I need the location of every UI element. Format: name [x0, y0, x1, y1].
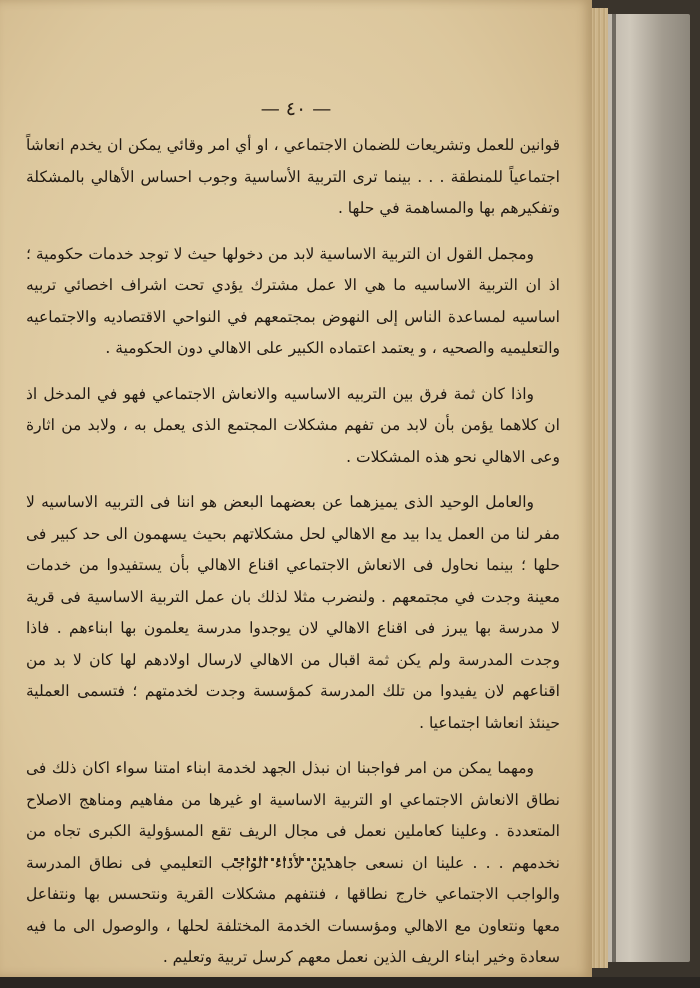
paragraph-4: والعامل الوحيد الذى يميزهما عن بعضهما البعض هو اننا فى التربيه الاساسيه لا مفر لنا من العمل يدا بيد مع الاهالي لحل مشكلاتهم بحيث يسهمون الى حد كبير فى حلها ؛ بينما نحاول فى الانعاش الاجتماعي اقناع الاهالي بأن يستفيدوا من خدمات معينة وجدت في مجتمعهم . ولنضرب مثلا لذلك بان عمل التربية الاساسية فى قرية لا مدرسة بها يبرز فى اقناع الاهالي لان يوجدوا مدرسة يعلمون بها ابناءهم . فاذا وجدت المدرسة ولم يكن ثمة اقبال من الاهالي لارسال اولادهم لها كان لا بد من اقناعهم لان يفيدوا من تلك المدرسة كمؤسسة وجدت لخدمتهم ؛ فتسمى العملية حينئذ انعاشا اجتماعيا . — [26, 493, 560, 732]
page-number: — ٤٠ — — [260, 98, 332, 120]
paragraph-2: ومجمل القول ان التربية الاساسية لابد من دخولها حيث لا توجد خدمات حكومية ؛ اذ ان التربية الاساسيه ما هي الا عمل مشترك يؤدي تحت اشراف اخصائي تربيه اساسيه لمساعدة الناس إلى النهوض بمجتمعهم في النواحي الاقتصاديه والاجتماعيه والتعليميه والصحيه ، و يعتمد اعتماده الكبير على الاهالي دون الحكومية . — [26, 244, 560, 357]
paragraph-5: ومهما يمكن من امر فواجبنا ان نبذل الجهد لخدمة ابناء امتنا سواء اكان ذلك فى نطاق الانعاش الاجتماعي او التربية الاساسية او غيرها من مفاهيم ومناهج الاصلاح المتعددة . وعلينا كعاملين نعمل فى مجال الريف تقع المسؤولية الكبرى تجاه من نخدمهم . . . علينا ان نسعى جاهدين لأداء الواجب التعليمي فى نطاق المدرسة والواجب الاجتماعي خارج نطاقها ، فنتفهم مشكلات القرية ونتحسس بها ونتفاعل معها ونتعاون مع الاهالي ومؤسسات الخدمة المختلفة لحلها ، والوصول الى ما فيه سعادة وخير ابناء الريف الذين نعمل معهم كرسل تربية وتعليم . — [26, 759, 560, 966]
cover-binding-stripe — [612, 14, 616, 962]
end-ornament-divider — [234, 858, 330, 861]
paragraph-1: قوانين للعمل وتشريعات للضمان الاجتماعي ، او أي امر وقائي يمكن ان يخدم انعاشاً اجتماعياً للمنطقة . . . بينما ترى التربية الأساسية وجوب احساس الأهالي بالمشكلة وتفكيرهم بها والمساهمة في حلها . — [26, 136, 560, 217]
paragraph-3: واذا كان ثمة فرق بين التربيه الاساسيه والانعاش الاجتماعي فهو في المدخل اذ ان كلاهما يؤمن بأن لابد من تفهم مشكلات المجتمع الذى يعمل به ، ولابد من اثارة وعى الاهالي نحو هذه المشكلات . — [26, 384, 560, 466]
